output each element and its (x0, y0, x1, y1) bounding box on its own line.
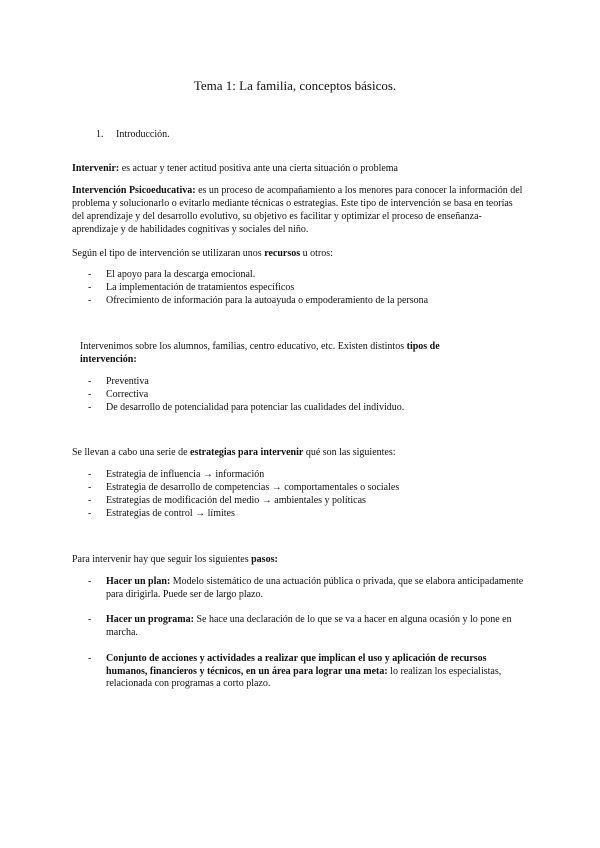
estrategias-intro (72, 446, 527, 459)
term: Intervenir: (72, 163, 120, 174)
definition-text: es actuar y tener actitud positiva ante una cierta situación o problema (119, 163, 398, 174)
definition-intervenir (72, 162, 527, 175)
list-item: - La implementación de tratamientos específicos (88, 281, 528, 294)
term: Hacer un plan: (106, 576, 171, 587)
section-heading (96, 128, 551, 141)
list-item: - Ofrecimiento de información para la autoayuda o empoderamiento de la persona (88, 294, 528, 307)
list-item: - Estrategias de modificación del medio → ambientales y políticas (88, 494, 528, 507)
recursos-intro (72, 247, 527, 260)
bold-term: estrategias para intervenir (190, 447, 304, 458)
list-item: - De desarrollo de potencialidad para potenciar las cualidades del individuo. (88, 401, 528, 414)
list-item: - Preventiva (88, 375, 528, 388)
text: Se hace una declaración de lo que se va a hacer en alguna ocasión y lo pone en marcha. (106, 614, 512, 638)
bold-term: recursos (264, 248, 301, 259)
list-item (88, 653, 528, 691)
list-item (88, 614, 528, 639)
definition-psicoeducativa (72, 184, 527, 236)
page-title: Tema 1: La familia, conceptos básicos. (193, 78, 397, 93)
text: lo realizan los especialistas, relacionada con programas a corto plazo. (106, 665, 502, 689)
bold-term: tipos de intervención: (80, 341, 440, 365)
text: Se llevan a cabo una serie de (72, 447, 191, 458)
pasos-list (88, 576, 528, 691)
definition-text: es un proceso de acompañamiento a los menores para conocer la información del problema y solucionarlo o evitarlo mediante técnicas o estrategias. Este tipo de intervención se basa en teorías del aprendizaje y del desarrollo evolutivo, su objetivo es facilitar y optimizar el proceso de enseñanza-aprendizaje y de habilidades cognitivas y sociales del niño. (72, 185, 523, 235)
estrategias-list (88, 468, 528, 520)
list-item: - Correctiva (88, 388, 528, 401)
text: Para intervenir hay que seguir los siguientes (72, 554, 252, 565)
list-item: - Estrategia de influencia → información (88, 468, 528, 481)
list-item (88, 576, 528, 601)
text: Según el tipo de intervención se utilizaran unos (72, 248, 265, 259)
text: u otros: (300, 248, 333, 259)
pasos-intro (72, 553, 527, 566)
term: Intervención Psicoeducativa: (72, 185, 196, 196)
list-item: - El apoyo para la descarga emocional. (88, 268, 528, 281)
recursos-list (88, 268, 528, 307)
bold-term: pasos: (251, 554, 278, 565)
section-label: Introducción. (116, 129, 170, 140)
text: Intervenimos sobre los alumnos, familias, centro educativo, etc. Existen distintos (80, 341, 407, 352)
text: qué son las siguientes: (303, 447, 396, 458)
section-number: 1. (96, 129, 104, 140)
tipos-list (88, 375, 528, 414)
list-item: - Estrategia de desarrollo de competencias → comportamentales o sociales (88, 481, 528, 494)
tipos-intro (80, 340, 480, 366)
list-item: - Estrategias de control → límites (88, 507, 528, 520)
term: Hacer un programa: (106, 614, 194, 625)
term: Conjunto de acciones y actividades a realizar que implican el uso y aplicación de recursos humanos, financieros y técnicos, en un área para lograr una meta: (106, 653, 487, 677)
text: Modelo sistemático de una actuación pública o privada, que se elabora anticipadamente para dirigirla. Puede ser de largo plazo. (106, 576, 524, 600)
